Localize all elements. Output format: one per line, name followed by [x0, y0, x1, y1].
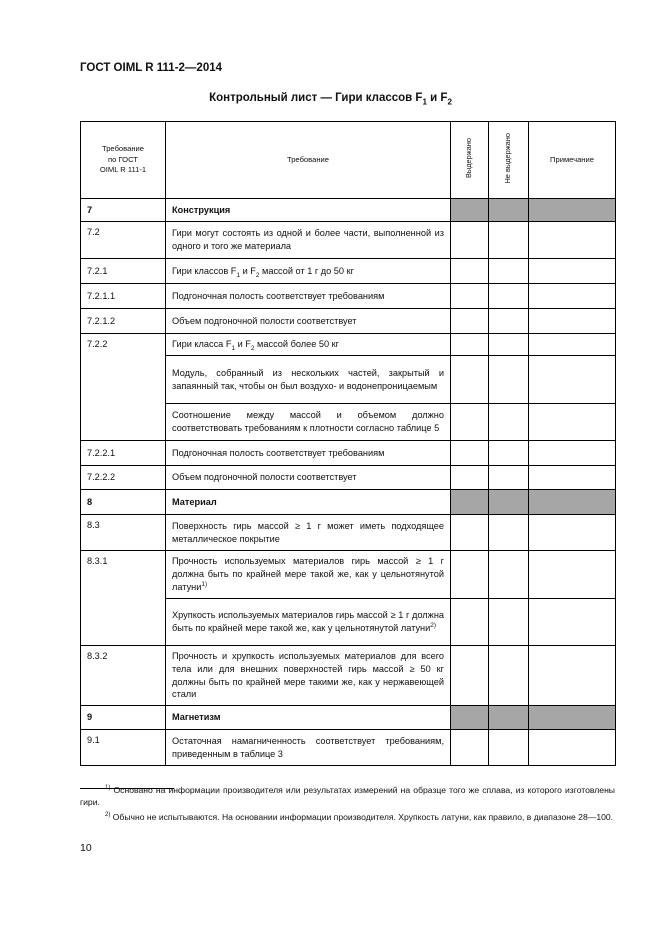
failed-cell[interactable]: [489, 646, 529, 706]
section-title: Магнетизм: [166, 706, 451, 730]
note-cell[interactable]: [529, 646, 616, 706]
row-ref: 8: [81, 490, 166, 515]
row-requirement: Поверхность гирь массой ≥ 1 г может иметь подходящее металлическое покрытие: [166, 515, 451, 551]
note-cell: [529, 706, 616, 730]
failed-cell[interactable]: [489, 551, 529, 599]
row-ref: 9.1: [81, 730, 166, 766]
table-row: [81, 706, 616, 730]
header-passed: Выдержано: [451, 122, 489, 199]
passed-cell[interactable]: [451, 646, 489, 706]
passed-cell[interactable]: [451, 356, 489, 404]
row-ref: 8.3.1: [81, 551, 166, 646]
table-row: [81, 466, 616, 490]
document-header: ГОСТ OIML R 111-2—2014: [80, 62, 223, 74]
note-cell[interactable]: [529, 222, 616, 259]
note-cell: [529, 199, 616, 222]
row-ref: 9: [81, 706, 166, 730]
note-cell[interactable]: [529, 730, 616, 766]
row-ref: 7.2.2: [81, 334, 166, 441]
row-ref: 7.2.2.1: [81, 441, 166, 466]
table-row: [81, 199, 616, 222]
row-requirement: Хрупкость используемых материалов гирь массой ≥ 1 г должна быть по крайней мере такой же, как у цельнотянутой латуни$^{2)}$: [166, 599, 451, 646]
note-cell[interactable]: [529, 334, 616, 356]
note-cell[interactable]: [529, 551, 616, 599]
row-ref: 7.2.2.2: [81, 466, 166, 490]
table-row: [81, 515, 616, 551]
passed-cell[interactable]: [451, 334, 489, 356]
row-requirement: Соотношение между массой и объемом должно соответствовать требованиям к плотности согласно таблице 5: [166, 404, 451, 441]
checklist-table: [80, 121, 616, 766]
row-ref: 8.3.2: [81, 646, 166, 706]
row-requirement: Объем подгоночной полости соответствует: [166, 466, 451, 490]
section-title: Материал: [166, 490, 451, 515]
table-row: [81, 730, 616, 766]
failed-cell[interactable]: [489, 334, 529, 356]
passed-cell: [451, 706, 489, 730]
table-row: [81, 334, 616, 356]
row-requirement: Модуль, собранный из нескольких частей, закрытый и запаянный так, чтобы он был воздухо- и водонепроницаемым: [166, 356, 451, 404]
footnote-2: $^{2)}$ Обычно не испытываются. На основании информации производителя. Хрупкость латуни, как правило, в диапазоне 28—100.: [105, 812, 614, 822]
passed-cell[interactable]: [451, 404, 489, 441]
note-cell: [529, 490, 616, 515]
table-row: [81, 259, 616, 284]
passed-cell[interactable]: [451, 515, 489, 551]
footnote-1: $^{1)}$ Основано на информации производителя или результатах измерений на образце того же сплава, из которого изготовлены гири.: [80, 785, 615, 808]
note-cell[interactable]: [529, 515, 616, 551]
table-title: Контрольный лист — Гири классов $F_1$ и $F_2$: [209, 92, 452, 107]
table-row: [81, 551, 616, 599]
row-requirement: Подгоночная полость соответствует требованиям: [166, 441, 451, 466]
row-requirement: Прочность используемых материалов гирь массой ≥ 1 г должна быть по крайней мере такой же, как у цельнотянутой латуни$^{1)}$: [166, 551, 451, 599]
failed-cell[interactable]: [489, 441, 529, 466]
passed-cell[interactable]: [451, 730, 489, 766]
note-cell[interactable]: [529, 466, 616, 490]
failed-cell[interactable]: [489, 259, 529, 284]
table-row: [81, 646, 616, 706]
table-row: [81, 441, 616, 466]
passed-cell[interactable]: [451, 466, 489, 490]
row-requirement: Гири классов $F_1$ и $F_2$ массой от 1 г до 50 кг: [166, 259, 451, 284]
header-requirement: Требование: [166, 122, 451, 199]
passed-cell[interactable]: [451, 309, 489, 334]
row-requirement: Объем подгоночной полости соответствует: [166, 309, 451, 334]
passed-cell: [451, 199, 489, 222]
failed-cell[interactable]: [489, 284, 529, 309]
row-ref: 7: [81, 199, 166, 222]
failed-cell[interactable]: [489, 599, 529, 646]
row-requirement: Подгоночная полость соответствует требованиям: [166, 284, 451, 309]
failed-cell[interactable]: [489, 466, 529, 490]
failed-cell: [489, 706, 529, 730]
note-cell[interactable]: [529, 284, 616, 309]
row-ref: 7.2.1.2: [81, 309, 166, 334]
row-ref: 7.2: [81, 222, 166, 259]
passed-cell[interactable]: [451, 551, 489, 599]
table-header-row: [81, 122, 616, 199]
row-requirement: Гири класса $F_1$ и $F_2$ массой более 50 кг: [166, 334, 451, 356]
note-cell[interactable]: [529, 441, 616, 466]
table-row: [81, 222, 616, 259]
table-row: [81, 490, 616, 515]
failed-cell[interactable]: [489, 356, 529, 404]
row-ref: 7.2.1: [81, 259, 166, 284]
passed-cell[interactable]: [451, 441, 489, 466]
note-cell[interactable]: [529, 259, 616, 284]
failed-cell[interactable]: [489, 404, 529, 441]
row-requirement: Прочность и хрупкость используемых материалов для всего тела или для внешних поверхностей гирь массой ≥ 50 кг должны быть по крайней мере такими же, как у нержавеющей стали: [166, 646, 451, 706]
table-row: [81, 284, 616, 309]
row-ref: 7.2.1.1: [81, 284, 166, 309]
failed-cell[interactable]: [489, 730, 529, 766]
failed-cell[interactable]: [489, 515, 529, 551]
passed-cell[interactable]: [451, 222, 489, 259]
passed-cell[interactable]: [451, 284, 489, 309]
failed-cell[interactable]: [489, 309, 529, 334]
section-title: Конструкция: [166, 199, 451, 222]
note-cell[interactable]: [529, 404, 616, 441]
passed-cell: [451, 490, 489, 515]
note-cell[interactable]: [529, 309, 616, 334]
page-number: 10: [80, 842, 92, 854]
failed-cell[interactable]: [489, 222, 529, 259]
failed-cell: [489, 490, 529, 515]
header-failed: Не выдержано: [489, 122, 529, 199]
header-note: Примечание: [529, 122, 616, 199]
row-requirement: Остаточная намагниченность соответствует требованиям, приведенным в таблице 3: [166, 730, 451, 766]
row-requirement: Гири могут состоять из одной и более части, выполненной из одного и того же материала: [166, 222, 451, 259]
passed-cell[interactable]: [451, 259, 489, 284]
note-cell[interactable]: [529, 599, 616, 646]
row-ref: 8.3: [81, 515, 166, 551]
table-row: [81, 309, 616, 334]
header-ref: Требование по ГОСТ OIML R 111-1: [81, 122, 166, 199]
passed-cell[interactable]: [451, 599, 489, 646]
failed-cell: [489, 199, 529, 222]
note-cell[interactable]: [529, 356, 616, 404]
